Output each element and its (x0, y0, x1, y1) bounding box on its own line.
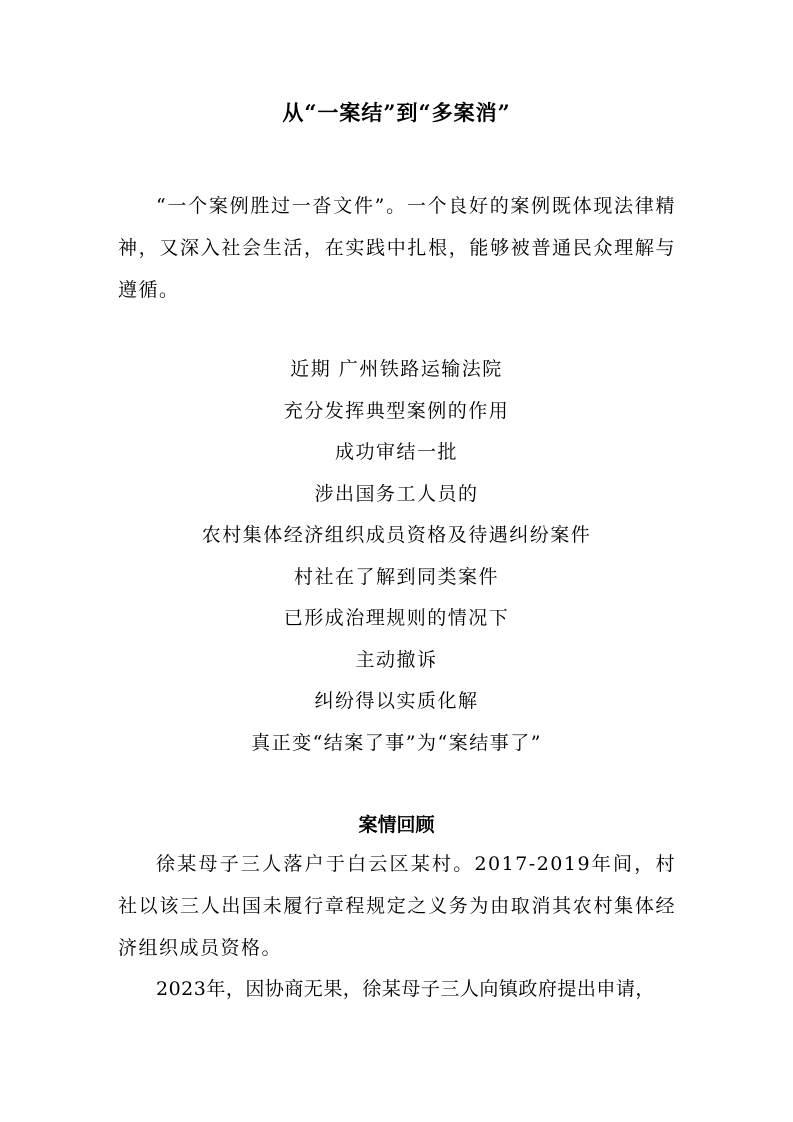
center-line: 近期 广州铁路运输法院 (290, 358, 503, 380)
case-paragraph: 2023年，因协商无果，徐某母子三人向镇政府提出申请， (156, 978, 655, 1000)
center-line: 农村集体经济组织成员资格及待遇纠纷案件 (201, 524, 592, 546)
center-line: 成功审结一批 (334, 441, 458, 463)
center-line: 主动撤诉 (355, 648, 438, 671)
center-line: 纠纷得以实质化解 (314, 690, 479, 712)
center-line: 真正变“结案了事”为“案结事了” (251, 731, 542, 754)
section-heading: 案情回顾 (358, 814, 435, 836)
article-title: 从“一案结”到“多案消” (282, 100, 511, 125)
centered-lines (0, 349, 793, 764)
case-paragraph: 徐某母子三人落户于白云区某村。2017-2019年间，村社以该三人出国未履行章程规定之义务为由取消其农村集体经济组织成员资格。 (118, 853, 676, 959)
center-line: 涉出国务工人员的 (314, 482, 479, 505)
center-line: 村社在了解到同类案件 (293, 565, 499, 588)
center-line: 已形成治理规则的情况下 (283, 607, 510, 629)
center-line: 充分发挥典型案例的作用 (283, 399, 510, 422)
intro-paragraph: “一个案例胜过一沓文件”。一个良好的案例既体现法律精神，又深入社会生活，在实践中扎根，能够被普通民众理解与遵循。 (118, 195, 676, 301)
